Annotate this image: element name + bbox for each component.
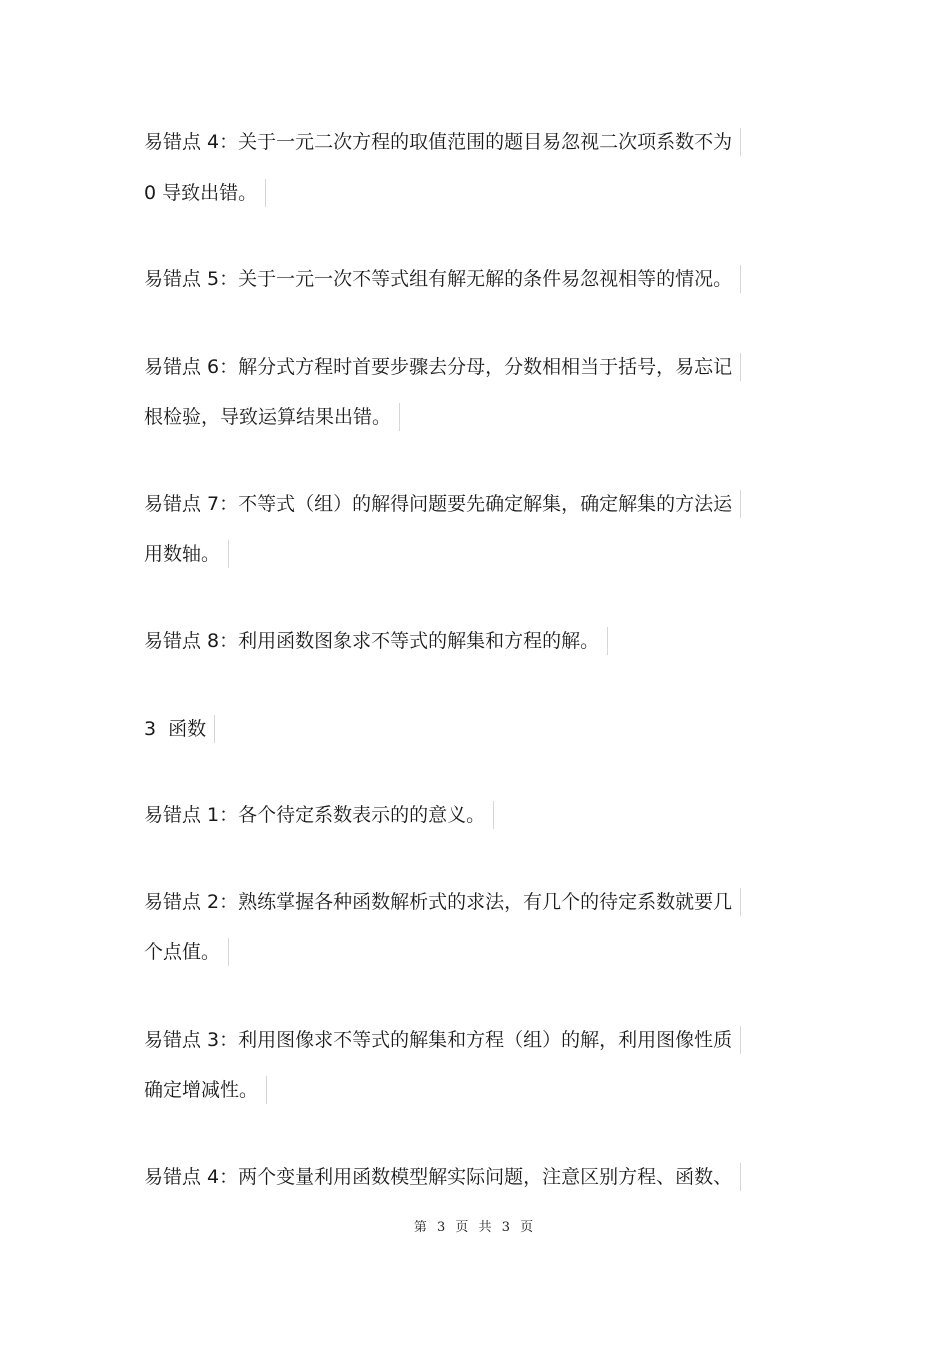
text-line-15-content: 易错点 4：两个变量利用函数模型解实际问题，注意区别方程、函数、 <box>144 1163 741 1191</box>
page-footer: 第 3 页 共 3 页 <box>413 1220 537 1235</box>
text-line-11-content: 易错点 2：熟练掌握各种函数解析式的求法，有几个的待定系数就要几 <box>144 888 741 916</box>
text-line-13-content: 易错点 3：利用图像求不等式的解集和方程（组）的解，利用图像性质 <box>144 1026 741 1054</box>
text-line-14 <box>144 1076 267 1104</box>
text-line-10-content: 易错点 1：各个待定系数表示的的意义。 <box>144 801 494 829</box>
text-line-4-content: 易错点 6：解分式方程时首要步骤去分母，分数相相当于括号，易忘记 <box>144 353 741 381</box>
text-line-8-content: 易错点 8：利用函数图象求不等式的解集和方程的解。 <box>144 627 608 655</box>
text-line-12-content: 个点值。 <box>144 938 229 966</box>
text-line-6-content: 易错点 7：不等式（组）的解得问题要先确定解集，确定解集的方法运 <box>144 490 741 518</box>
text-line-1 <box>144 128 741 156</box>
text-line-8 <box>144 627 608 655</box>
text-line-3 <box>144 265 741 293</box>
text-line-7 <box>144 540 229 568</box>
text-line-14-content: 确定增减性。 <box>144 1076 267 1104</box>
text-line-15 <box>144 1163 741 1191</box>
text-line-5 <box>144 403 400 431</box>
text-line-11 <box>144 888 741 916</box>
text-line-2 <box>144 179 266 207</box>
text-line-4 <box>144 353 741 381</box>
text-line-12 <box>144 938 229 966</box>
text-line-10 <box>144 801 494 829</box>
section-heading-content: 3 函数 <box>144 715 215 743</box>
text-line-7-content: 用数轴。 <box>144 540 229 568</box>
text-line-5-content: 根检验，导致运算结果出错。 <box>144 403 400 431</box>
text-line-1-content: 易错点 4：关于一元二次方程的取值范围的题目易忽视二次项系数不为 <box>144 128 741 156</box>
text-line-13 <box>144 1026 741 1054</box>
text-line-2-content: 0 导致出错。 <box>144 179 266 207</box>
section-heading <box>144 715 215 743</box>
text-line-6 <box>144 490 741 518</box>
text-line-3-content: 易错点 5：关于一元一次不等式组有解无解的条件易忽视相等的情况。 <box>144 265 741 293</box>
